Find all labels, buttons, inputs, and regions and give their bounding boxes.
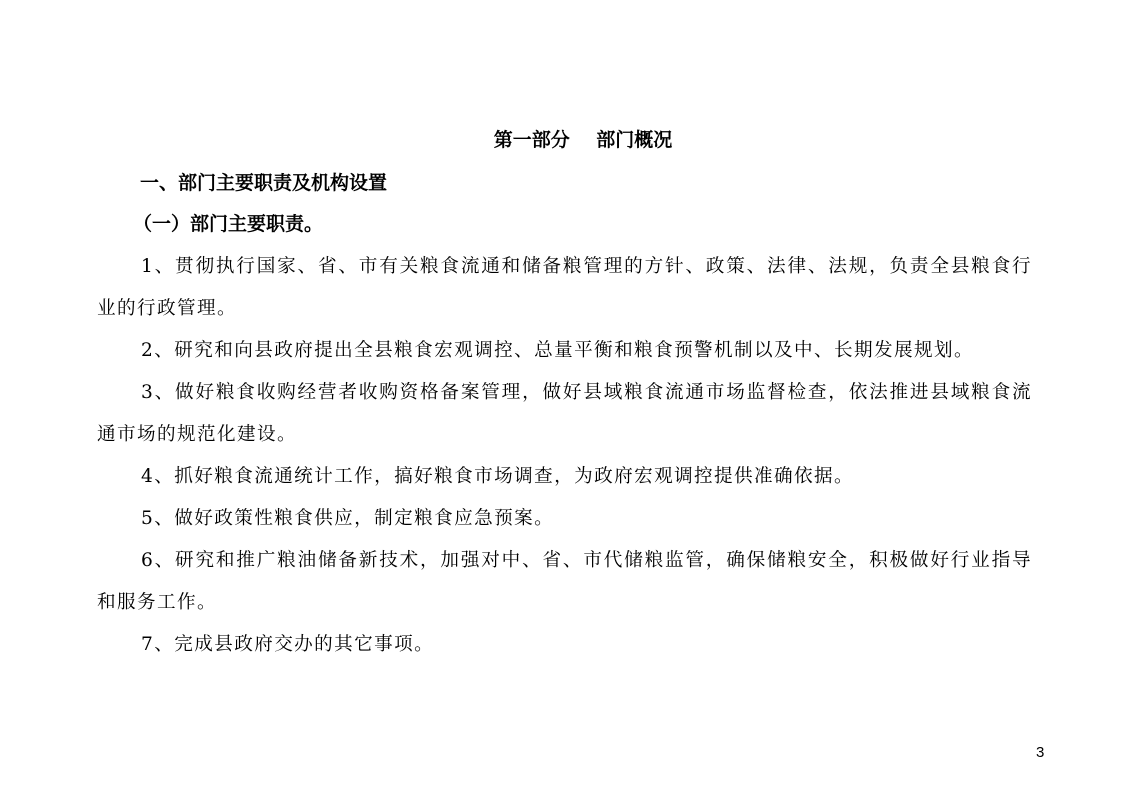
section-heading: 一、部门主要职责及机构设置 bbox=[140, 172, 388, 194]
duty-paragraph-5: 5、做好政策性粮食供应，制定粮食应急预案。 bbox=[141, 508, 555, 529]
page-number: 3 bbox=[1036, 744, 1045, 761]
duty-paragraph-1: 1、贯彻执行国家、省、市有关粮食流通和储备粮管理的方针、政策、法律、法规，负责全县粮食行业的行政管理。 bbox=[97, 256, 1032, 319]
duty-paragraph-3: 3、做好粮食收购经营者收购资格备案管理，做好县域粮食流通市场监督检查，依法推进县域粮食流通市场的规范化建设。 bbox=[97, 382, 1032, 445]
duty-paragraph-6: 6、研究和推广粮油储备新技术，加强对中、省、市代储粮监管，确保储粮安全，积极做好行业指导和服务工作。 bbox=[97, 550, 1032, 613]
duty-paragraph-2: 2、研究和向县政府提出全县粮食宏观调控、总量平衡和粮食预警机制以及中、长期发展规划。 bbox=[141, 340, 974, 361]
page-title: 第一部分 部门概况 bbox=[493, 129, 673, 151]
duty-paragraph-7: 7、完成县政府交办的其它事项。 bbox=[141, 634, 435, 655]
subsection-heading: （一）部门主要职责。 bbox=[133, 213, 324, 235]
duty-paragraph-4: 4、抓好粮食流通统计工作，搞好粮食市场调查，为政府宏观调控提供准确依据。 bbox=[141, 466, 855, 487]
